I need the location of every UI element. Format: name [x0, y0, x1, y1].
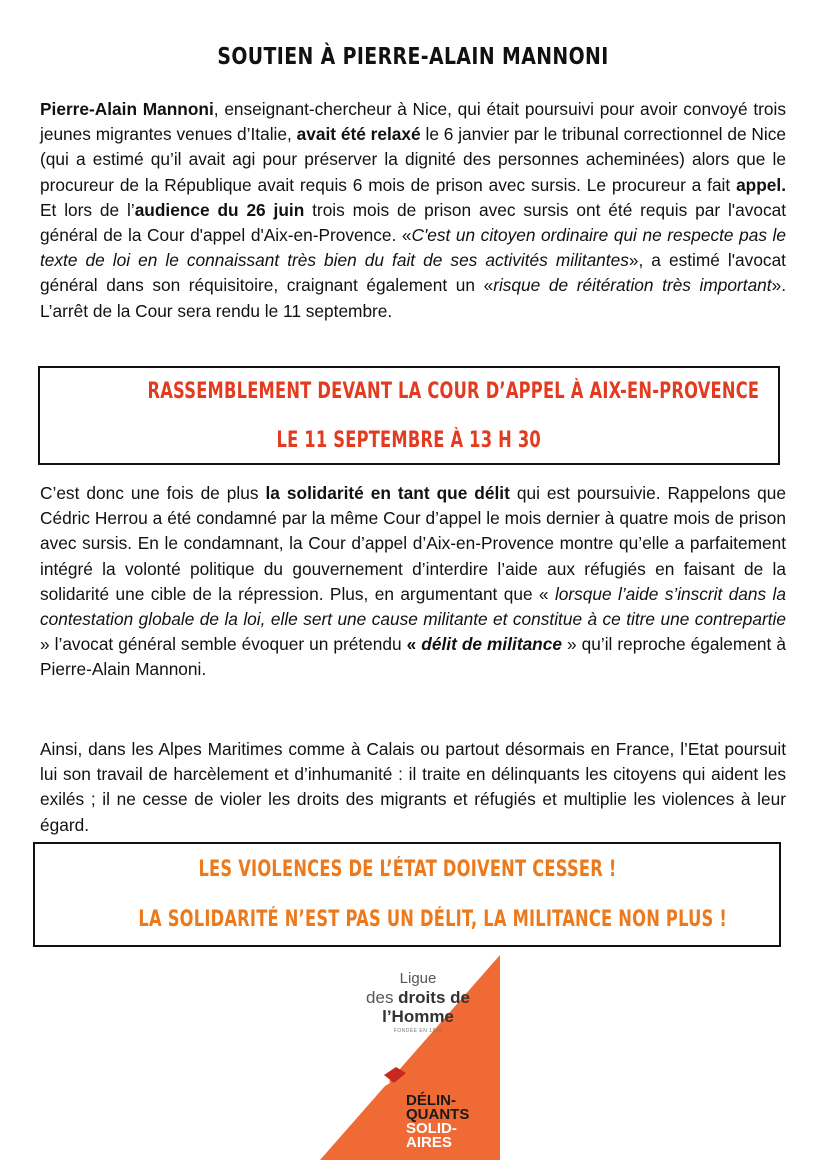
page-title: SOUTIEN À PIERRE-ALAIN MANNONI [217, 44, 609, 70]
rally-location: RASSEMBLEMENT DEVANT LA COUR D’APPEL À AIX-EN-PROVENCE [147, 379, 760, 404]
badge-line-1: DÉLIN- [406, 1092, 456, 1109]
badge-line-3: SOLID- [406, 1120, 457, 1137]
slogan-callout-box [33, 842, 781, 947]
solidarity-paragraph: C’est donc une fois de plus la solidarité en tant que délit qui est poursuivie. Rappelons que Cédric Herrou a été condamné par la même Cour d’appel le mois dernier à quatre mois de prison avec sursis. En le condamnant, la Cour d’appel d’Aix-en-Provence montre qu’elle a parfaitement intégré la volonté politique du gouvernement d’interdire l’aide aux réfugiés en faisant de la solidarité une cible de la répression. Plus, en argumentant que « lorsque l’aide s’inscrit dans la contestation globale de la loi, elle sert une cause militante et constitue à ce titre une contrepartie » l’avocat général semble évoquer un prétendu « délit de militance » qu’il reproche également à Pierre-Alain Mannoni. [40, 483, 786, 680]
state-paragraph: Ainsi, dans les Alpes Maritimes comme à Calais ou partout désormais en France, l’Etat poursuit lui son travail de harcèlement et d’inhumanité : il traite en délinquants les citoyens qui aident les exilés ; il ne cesse de violer les droits des migrants et réfugiés et multiplie les violences à leur égard. [40, 739, 786, 835]
name-pierre-alain: Pierre-Alain Mannoni [40, 99, 214, 119]
badge-line-4: AIRES [406, 1134, 452, 1151]
rally-callout-box [38, 366, 780, 465]
ldh-wordmark: Ligue des droits de l’Homme FONDÉE EN 1898 [358, 969, 478, 1036]
badge-line-2: QUANTS [406, 1106, 470, 1123]
intro-paragraph: Pierre-Alain Mannoni, enseignant-chercheur à Nice, qui était poursuivi pour avoir convoyé trois jeunes migrantes venues d’Italie, avait été relaxé le 6 janvier par le tribunal correctionnel de Nice (qui a estimé qu’il avait agi pour préserver la dignité des personnes acheminées) alors que le procureur de la République avait requis 6 mois de prison avec sursis. Le procureur a fait appel. Et lors de l’audience du 26 juin trois mois de prison avec sursis ont été requis par l'avocat général de la Cour d'appel d'Aix-en-Provence. «C'est un citoyen ordinaire qui ne respecte pas le texte de loi en le connaissant très bien du fait de ses activités militantes», a estimé l'avocat général dans son réquisitoire, craignant également un «risque de réitération très important». L’arrêt de la Cour sera rendu le 11 septembre. [40, 99, 787, 321]
ldh-founded: FONDÉE EN 1898 [393, 1028, 443, 1034]
slogan-solidarite: LA SOLIDARITÉ N’EST PAS UN DÉLIT, LA MILITANCE NON PLUS ! [138, 907, 728, 932]
quote-avocat-general: C'est un citoyen ordinaire qui ne respecte pas le texte de loi en le connaissant très bien du fait de ses activités militantes [40, 225, 786, 271]
slogan-violences: LES VIOLENCES DE L’ÉTAT DOIVENT CESSER ! [197, 857, 617, 882]
rally-date: LE 11 SEPTEMBRE À 13 H 30 [276, 428, 542, 453]
ldh-logo [320, 955, 500, 1160]
